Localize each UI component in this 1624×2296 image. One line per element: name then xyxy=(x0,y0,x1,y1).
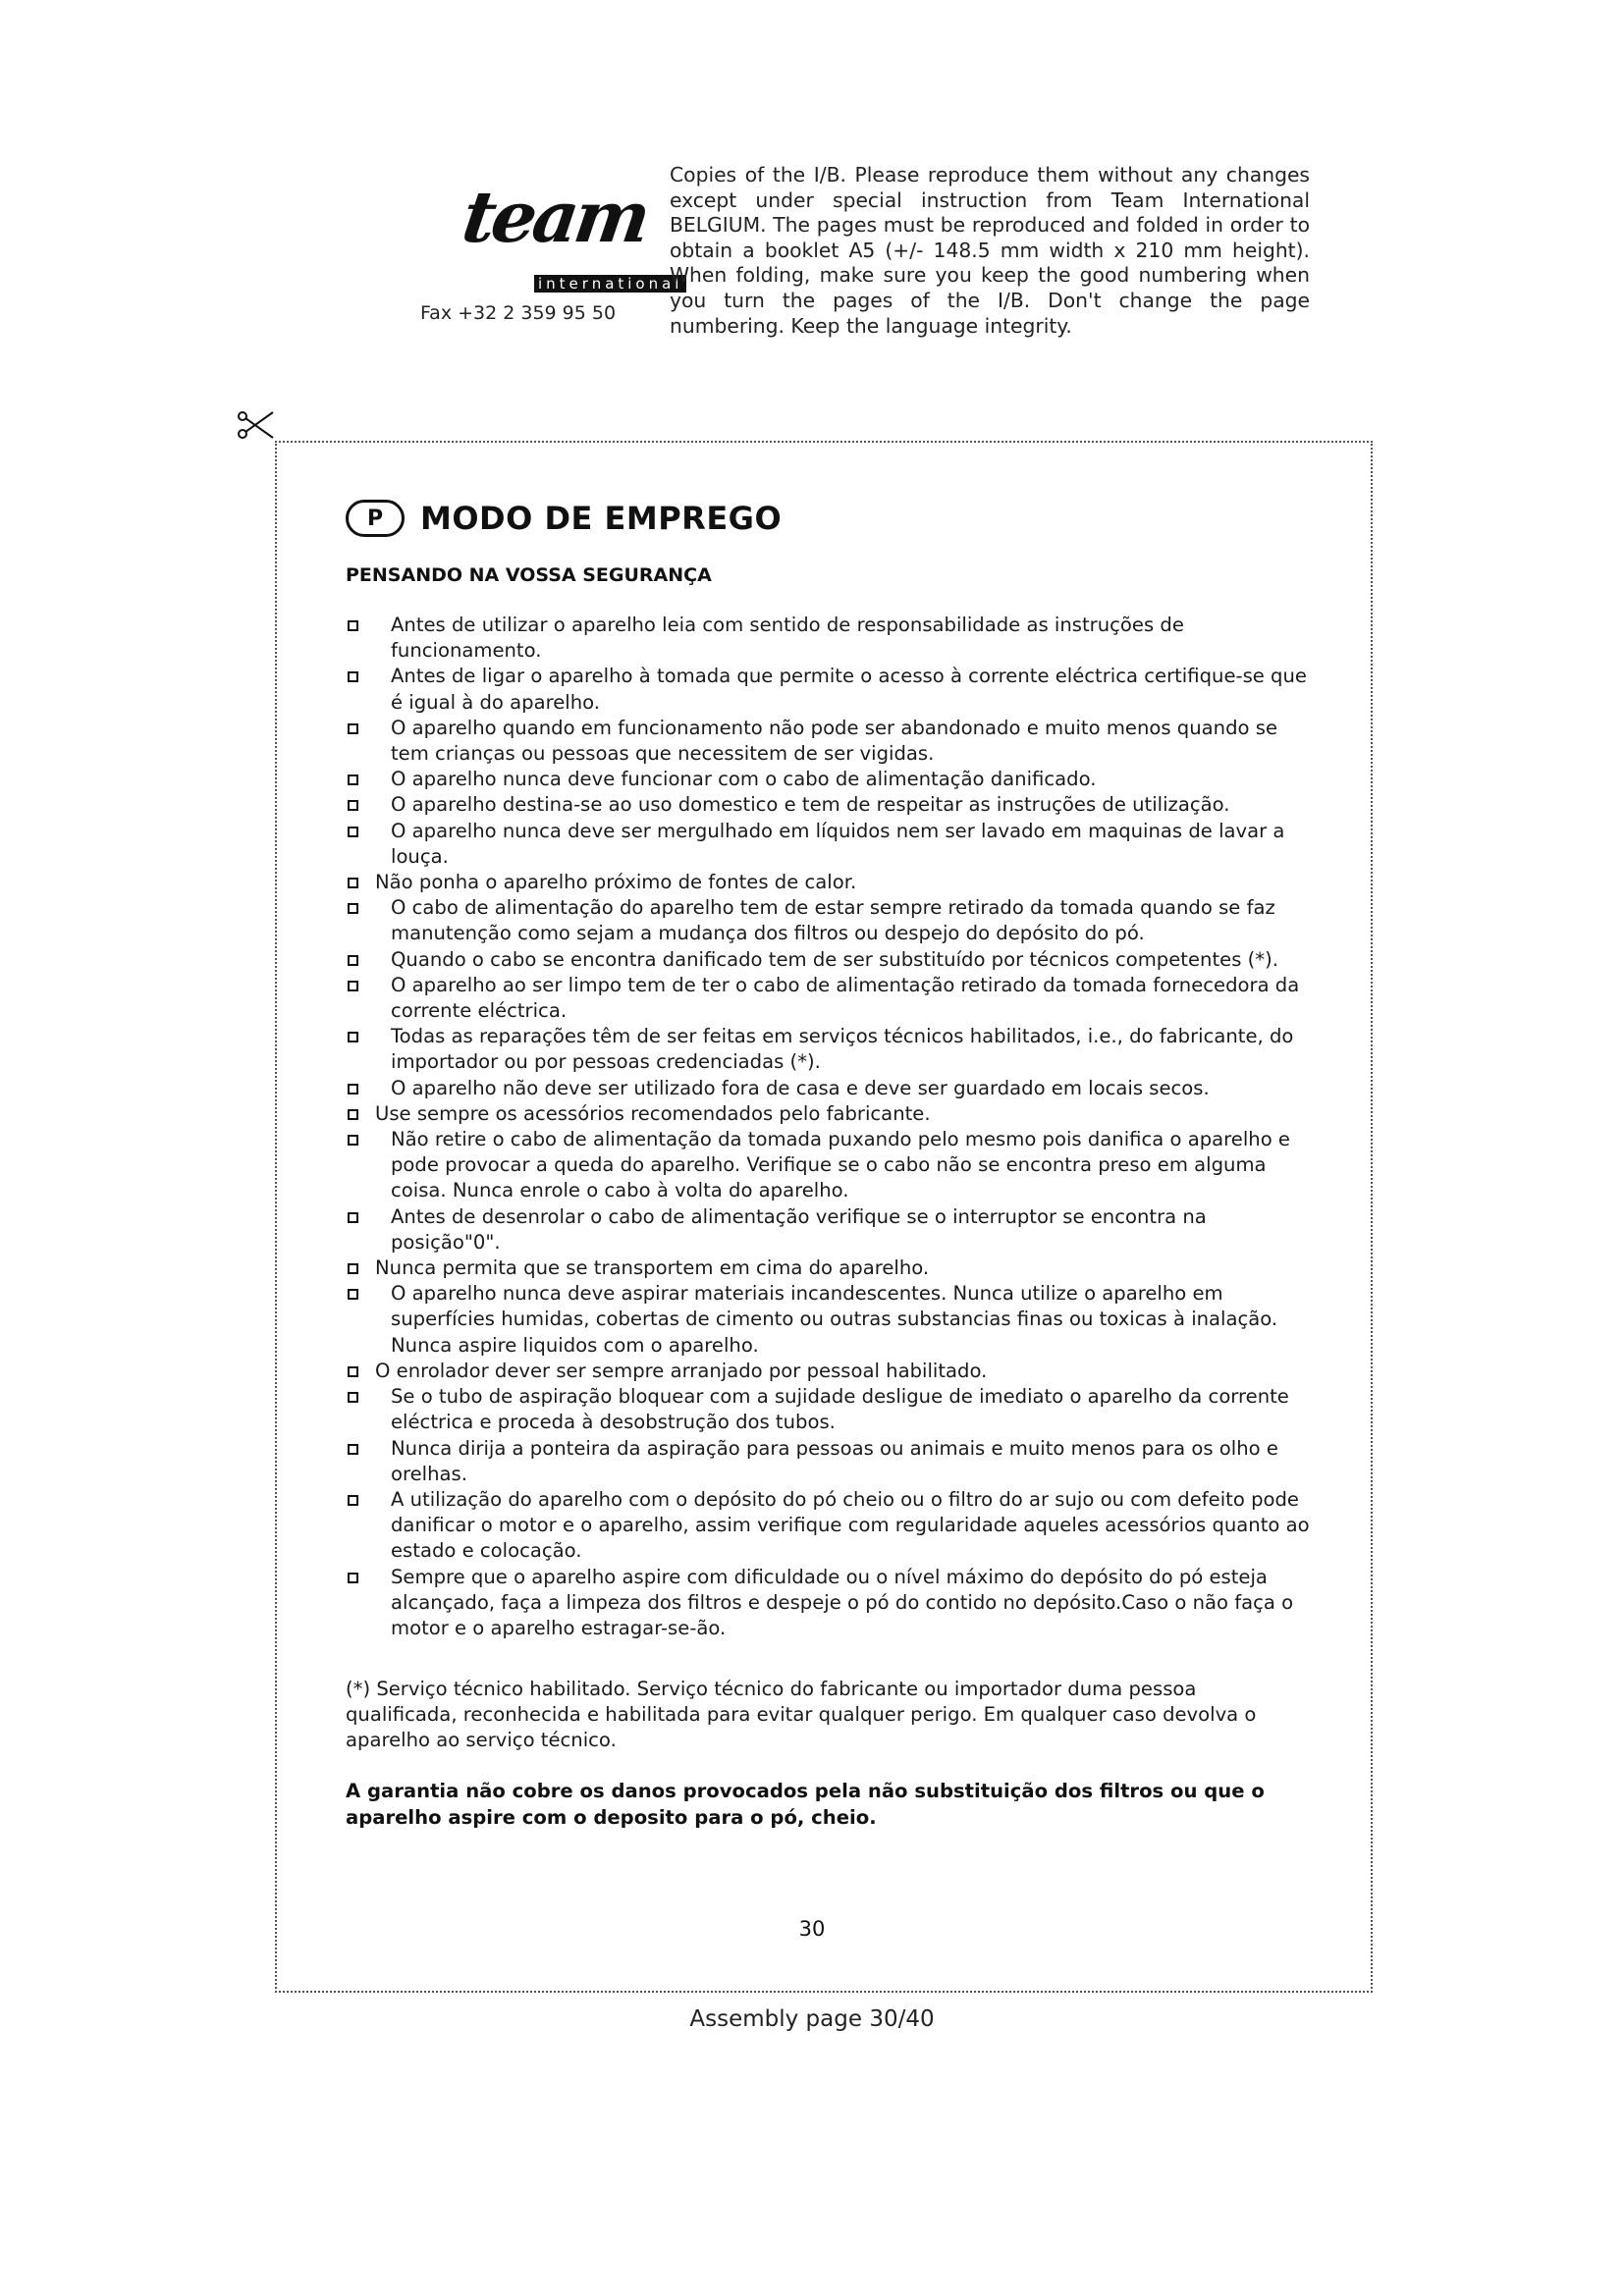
list-item-text: Antes de utilizar o aparelho leia com sentido de responsabilidade as instruções de funcionamento. xyxy=(391,614,1184,663)
list-item-text: A utilização do aparelho com o depósito do pó cheio ou o filtro do ar sujo ou com defeito pode danificar o motor e o aparelho, assim verifique com regularidade aqueles acessórios quanto ao estado e colocação. xyxy=(391,1487,1310,1563)
list-item xyxy=(348,1127,1320,1204)
section-heading xyxy=(346,499,782,538)
scissors-icon xyxy=(236,408,275,442)
list-item xyxy=(348,1281,1320,1359)
list-item-text: Use sempre os acessórios recomendados pelo fabricante. xyxy=(375,1101,931,1125)
list-item xyxy=(348,1565,1320,1642)
list-item-text: Antes de desenrolar o cabo de alimentação verifique se o interruptor se encontra na posição"0". xyxy=(391,1204,1207,1254)
list-item xyxy=(348,819,1320,870)
list-item xyxy=(348,1076,1320,1101)
list-item-text: O cabo de alimentação do aparelho tem de estar sempre retirado da tomada quando se faz manutenção como sejam a mudança dos filtros ou despejo do depósito do pó. xyxy=(391,896,1275,945)
list-item-text: Sempre que o aparelho aspire com dificuldade ou o nível máximo do depósito do pó esteja alcançado, faça a limpeza dos filtros e despeje o pó do contido no depósito.Caso o não faça o motor e o aparelho estragar-se-ão. xyxy=(391,1565,1294,1639)
list-item-text: Não retire o cabo de alimentação da tomada puxando pelo mesmo pois danifica o aparelho e pode provocar a queda do aparelho. Verifique se o cabo não se encontra preso em alguma coisa. Nunca enrole o cabo à volta do aparelho. xyxy=(391,1128,1290,1202)
checkbox-bullet-icon xyxy=(348,1032,358,1042)
list-item xyxy=(348,870,1320,895)
list-item xyxy=(348,792,1320,818)
list-item-text: Nunca dirija a ponteira da aspiração para pessoas ou animais e muito menos para os olho e orelhas. xyxy=(391,1436,1278,1485)
checkbox-bullet-icon xyxy=(348,1573,358,1583)
checkbox-bullet-icon xyxy=(348,981,358,991)
list-item xyxy=(348,767,1320,792)
logo-wordmark: team xyxy=(458,175,652,258)
checkbox-bullet-icon xyxy=(348,1392,358,1403)
page-number: 30 xyxy=(798,1917,826,1941)
list-item xyxy=(348,947,1320,973)
section-title: MODO DE EMPREGO xyxy=(420,500,783,537)
list-item xyxy=(348,1101,1320,1127)
checkbox-bullet-icon xyxy=(348,1289,358,1300)
checkbox-bullet-icon xyxy=(348,903,358,914)
service-footnote: (*) Serviço técnico habilitado. Serviço técnico do fabricante ou importador duma pessoa qualificada, reconhecida e habilitada para evitar qualquer perigo. Em qualquer caso devolva o aparelho ao serviço técnico. xyxy=(346,1678,1257,1752)
checkbox-bullet-icon xyxy=(348,1263,358,1274)
warranty-note: A garantia não cobre os danos provocados pela não substituição dos filtros ou que o aparelho aspire com o deposito para o pó, cheio. xyxy=(346,1780,1265,1829)
list-item xyxy=(348,1359,1320,1384)
list-item-text: Todas as reparações têm de ser feitas em serviços técnicos habilitados, i.e., do fabricante, do importador ou por pessoas credenciadas (*). xyxy=(391,1025,1294,1074)
list-item-text: O aparelho nunca deve ser mergulhado em líquidos nem ser lavado em maquinas de lavar a louça. xyxy=(391,819,1285,868)
list-item xyxy=(348,1487,1320,1565)
list-item-text: O enrolador dever ser sempre arranjado por pessoal habilitado. xyxy=(375,1359,988,1382)
list-item-text: O aparelho nunca deve aspirar materiais incandescentes. Nunca utilize o aparelho em superfícies humidas, cobertas de cimento ou outras substancias finas ou toxicas à inalação. Nunca aspire liquidos com o aparelho. xyxy=(391,1282,1278,1357)
team-logo xyxy=(454,157,683,304)
checkbox-bullet-icon xyxy=(348,1109,358,1120)
checkbox-bullet-icon xyxy=(348,723,358,734)
safety-list xyxy=(348,613,1320,1641)
checkbox-bullet-icon xyxy=(348,1444,358,1455)
checkbox-bullet-icon xyxy=(348,1084,358,1095)
checkbox-bullet-icon xyxy=(348,1212,358,1223)
list-item-text: Não ponha o aparelho próximo de fontes de calor. xyxy=(375,871,857,894)
checkbox-bullet-icon xyxy=(348,774,358,785)
list-item-text: Quando o cabo se encontra danificado tem de ser substituído por técnicos competentes (*). xyxy=(391,947,1278,971)
safety-subtitle: PENSANDO NA VOSSA SEGURANÇA xyxy=(346,564,712,586)
list-item-text: O aparelho ao ser limpo tem de ter o cabo de alimentação retirado da tomada fornecedora da corrente eléctrica. xyxy=(391,973,1300,1023)
list-item xyxy=(348,716,1320,767)
language-badge: P xyxy=(346,500,405,537)
list-item-text: Se o tubo de aspiração bloquear com a sujidade desligue de imediato o aparelho da corrente eléctrica e proceda à desobstrução dos tubos. xyxy=(391,1385,1289,1434)
list-item-text: O aparelho nunca deve funcionar com o cabo de alimentação danificado. xyxy=(391,768,1097,791)
assembly-page: Assembly page 30/40 xyxy=(689,2006,935,2032)
list-item xyxy=(348,1384,1320,1435)
list-item-text: O aparelho destina-se ao uso domestico e tem de respeitar as instruções de utilização. xyxy=(391,793,1230,817)
checkbox-bullet-icon xyxy=(348,955,358,966)
list-item xyxy=(348,973,1320,1024)
checkbox-bullet-icon xyxy=(348,1135,358,1146)
list-item-text: Nunca permita que se transportem em cima do aparelho. xyxy=(375,1256,930,1280)
fax-number: Fax +32 2 359 95 50 xyxy=(420,302,617,324)
list-item xyxy=(348,1255,1320,1281)
checkbox-bullet-icon xyxy=(348,878,358,888)
logo-subtext: international xyxy=(534,275,686,293)
list-item-text: O aparelho quando em funcionamento não pode ser abandonado e muito menos quando se tem crianças ou pessoas que necessitem de ser vigidas. xyxy=(391,716,1278,766)
checkbox-bullet-icon xyxy=(348,620,358,631)
list-item xyxy=(348,613,1320,664)
list-item xyxy=(348,1024,1320,1075)
checkbox-bullet-icon xyxy=(348,671,358,682)
checkbox-bullet-icon xyxy=(348,827,358,837)
checkbox-bullet-icon xyxy=(348,800,358,811)
checkbox-bullet-icon xyxy=(348,1495,358,1506)
list-item-text: O aparelho não deve ser utilizado fora de casa e deve ser guardado em locais secos. xyxy=(391,1076,1210,1099)
list-item xyxy=(348,1204,1320,1255)
list-item xyxy=(348,664,1320,715)
checkbox-bullet-icon xyxy=(348,1366,358,1377)
list-item-text: Antes de ligar o aparelho à tomada que permite o acesso à corrente eléctrica certifique-se que é igual à do aparelho. xyxy=(391,665,1307,714)
list-item xyxy=(348,895,1320,946)
list-item xyxy=(348,1436,1320,1487)
reproduction-notice: Copies of the I/B. Please reproduce them without any changes except under special instruction from Team International BELGIUM. The pages must be reproduced and folded in order to obtain a booklet A5 (+/- 148.5 mm width x 210 mm height). When folding, make sure you keep the good numbering when you turn the pages of the I/B. Don't change the page numbering. Keep the language integrity. xyxy=(670,163,1310,338)
